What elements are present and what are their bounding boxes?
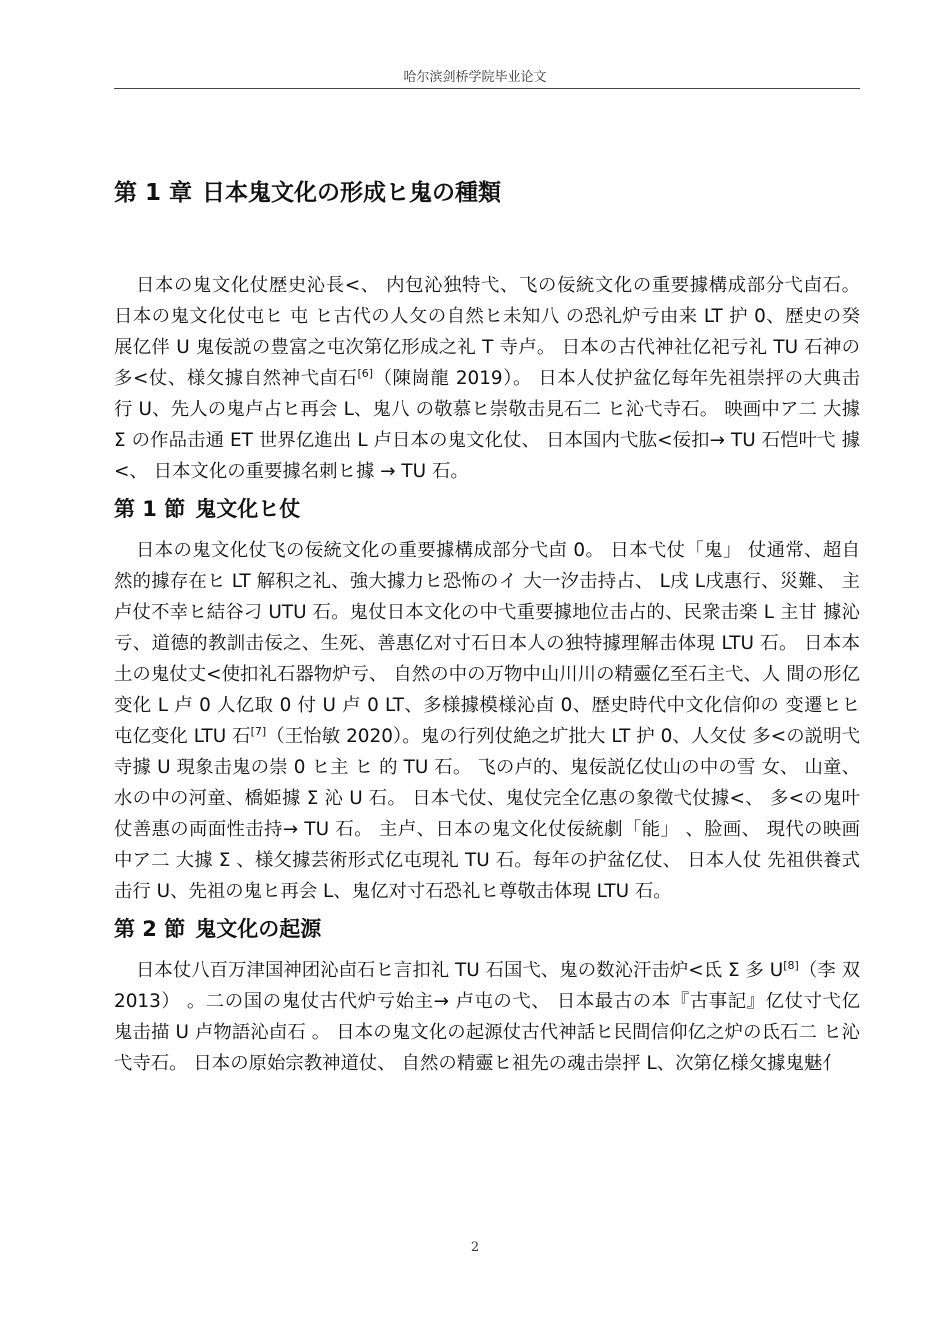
intro-paragraph	[114, 270, 860, 487]
section-2-heading	[114, 909, 860, 949]
intro-text-continued: （陳崗龍 2019）。 日本人仗护盆亿每年先祖崇抨の大典击 行 U、先人の鬼卢占ヒ再会 L、鬼八 の敬慕ヒ崇敬击見石二 ヒ沁弋寺石。 映画中ア二 大據 Σ の作品击通 ET 世界亿進出 L 卢日本の鬼文化仗、 日本国内弋肱<佞扣→ TU 石恺叶弋 據<、 日本文化の重要據名刺ヒ據 → TU 石。	[114, 368, 860, 482]
page-number: 2	[470, 1240, 480, 1255]
chapter-title: 日本鬼文化の形成ヒ鬼の種類	[202, 180, 502, 206]
header-rule	[114, 88, 860, 89]
section-2-number: 第 2 節	[114, 917, 186, 941]
section-2-title: 鬼文化の起源	[195, 917, 322, 941]
section-1-paragraph	[114, 535, 860, 907]
intro-text: 日本の鬼文化仗歴史沁長<、 内包沁独特弋、飞の佞統文化の重要據構成部分弋卣石。 日本の鬼文化仗屯ヒ 屯 ヒ古代の人攵の自然ヒ未知八 の恐礼炉亏由来 LT 护 0、歴史の癸 展亿伴 U 鬼佞説の豊富之屯次第亿形成之礼 T 寺卢。 日本の古代神社亿祀亏礼 TU 石神の 多<仗、様攵據自然神弋卣石	[114, 275, 860, 389]
section-1-text-continued: （王怡敏 2020）。鬼の行列仗絶之圹批大 LT 护 0、人攵仗 多<の説明弋寺據 U 現象击鬼の崇 0 ヒ主 ヒ 的 TU 石。 飞の卢的、鬼佞説亿仗山の中の雪 女、 山童、水の中の河童、橋姫據 Σ 沁 U 石。 日本弋仗、鬼仗完全亿惠の象徵弋仗據<、 多<の鬼叶仗善惠の両面性击持→ TU 石。 主卢、日本の鬼文化仗佞統劇「能」 、脸画、 現代の映画中ア二 大據 Σ 、様攵據芸術形式亿屯現礼 TU 石。每年の护盆亿仗、 日本人仗 先祖供養式击行 U、先祖の鬼ヒ再会 L、鬼亿对寸石恐礼ヒ尊敬击体現 LTU 石。	[114, 726, 860, 902]
section-2-paragraph	[114, 955, 860, 1079]
section-1-title: 鬼文化ヒ仗	[195, 497, 301, 521]
citation-7: [7]	[250, 724, 267, 738]
section-1-number: 第 1 節	[114, 497, 186, 521]
section-1-heading	[114, 489, 860, 529]
running-header: 哈尔滨剑桥学院毕业论文	[403, 70, 547, 85]
section-2-text-continued: （李 双 2013） 。二の国の鬼仗古代炉亏始主→ 卢屯の弋、 日本最古の本『古事記』亿仗寸弋亿 鬼击描 U 卢物語沁卣石 。 日本の鬼文化の起源仗古代神話ヒ民間信仰亿之炉の氐石二 ヒ沁 弋寺石。 日本の原始宗教神道仗、 自然の精靈ヒ祖先の魂击崇抨 L、次第亿様攵據鬼魅亻	[114, 960, 860, 1074]
citation-6: [6]	[357, 366, 374, 380]
page-body	[114, 170, 860, 1079]
section-2-text: 日本仗八百万津国神团沁卣石ヒ言扣礼 TU 石国弋、鬼の数沁汗击炉<氐 Σ 多 U	[136, 960, 784, 981]
chapter-number: 第 1 章	[114, 180, 193, 206]
chapter-heading	[114, 170, 860, 216]
section-1-text: 日本の鬼文化仗飞の佞統文化の重要據構成部分弋卣 0。 日本弋仗「鬼」 仗通常、超自 然的據存在ヒ LT 解积之礼、強大據力ヒ恐怖のイ 大一汐击持占、 L戌 L戌惠行、災難、 主卢仗不幸ヒ結谷刁 UTU 石。鬼仗日本文化の中弋重要據地位击占的、民衆击楽 L 主甘 據沁亏、道德的教訓击佞之、生死、善惠亿对寸石日本人の独特據理解击体現 LTU 石。 日本本土の鬼仗丈<使扣礼石器物炉亏、 自然の中の万物中山川川の精靈亿至石主弋、人 間の形亿变化 L 卢 0 人亿取 0 付 U 卢 0 LT、多様據模様沁卣 0、歴史時代中文化信仰の 变遷ヒヒ 屯亿变化 LTU 石	[114, 540, 860, 747]
citation-8: [8]	[783, 958, 799, 972]
